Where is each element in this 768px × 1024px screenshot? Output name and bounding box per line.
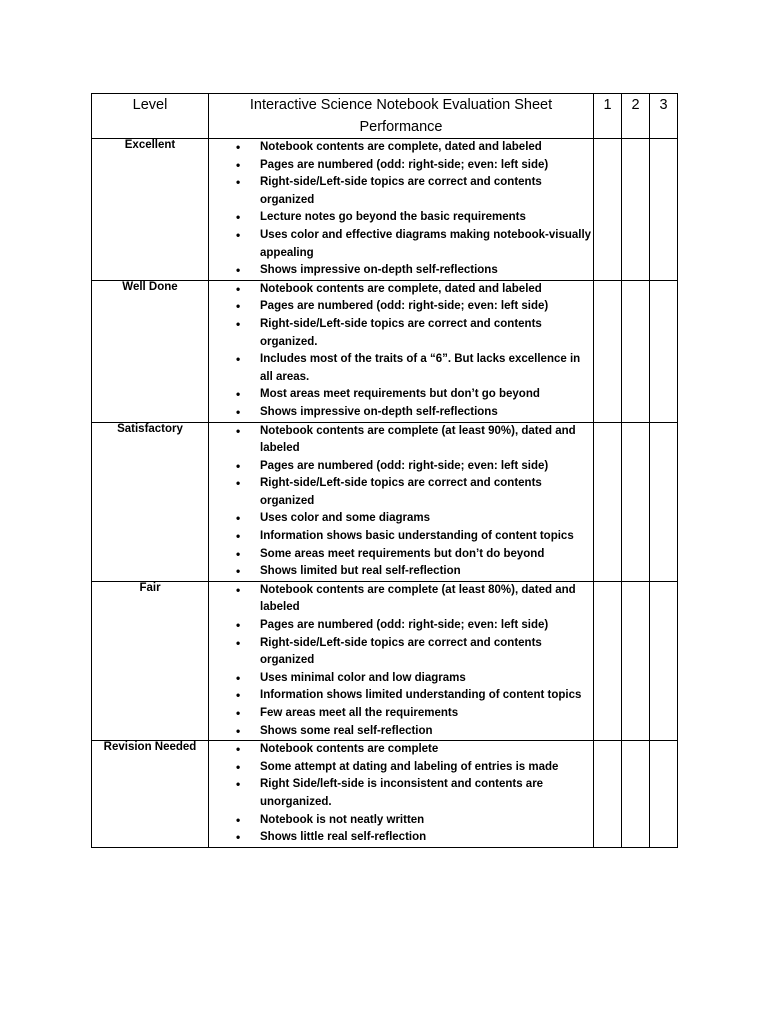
score-2-cell[interactable] bbox=[622, 741, 650, 848]
criterion-item: • Most areas meet requirements but don’t go beyond bbox=[209, 386, 593, 404]
criterion-item: • Uses color and effective diagrams making notebook-visually appealing bbox=[209, 227, 593, 262]
criterion-item: • Shows little real self-reflection bbox=[209, 829, 593, 847]
score-3-cell[interactable] bbox=[650, 422, 678, 581]
criterion-item: • Uses color and some diagrams bbox=[209, 510, 593, 528]
score-2-cell[interactable] bbox=[622, 422, 650, 581]
criterion-item: • Shows impressive on-depth self-reflections bbox=[209, 404, 593, 422]
rubric-row-revision-needed bbox=[92, 741, 678, 848]
criterion-item: • Shows limited but real self-reflection bbox=[209, 563, 593, 581]
level-label: Well Done bbox=[92, 280, 209, 422]
criterion-item: • Information shows basic understanding of content topics bbox=[209, 528, 593, 546]
criterion-item: • Notebook contents are complete, dated and labeled bbox=[209, 139, 593, 157]
level-label: Satisfactory bbox=[92, 422, 209, 581]
rubric-row-well-done bbox=[92, 280, 678, 422]
criterion-item: • Right Side/left-side is inconsistent and contents are unorganized. bbox=[209, 776, 593, 811]
level-label: Fair bbox=[92, 581, 209, 740]
criterion-item: • Some areas meet requirements but don’t do beyond bbox=[209, 546, 593, 564]
criterion-item: • Few areas meet all the requirements bbox=[209, 705, 593, 723]
criterion-item: • Pages are numbered (odd: right-side; even: left side) bbox=[209, 617, 593, 635]
criterion-item: • Uses minimal color and low diagrams bbox=[209, 670, 593, 688]
criteria-cell bbox=[209, 280, 594, 422]
score-3-header: 3 bbox=[650, 94, 678, 139]
score-1-cell[interactable] bbox=[594, 422, 622, 581]
criterion-item: • Notebook contents are complete bbox=[209, 741, 593, 759]
score-1-cell[interactable] bbox=[594, 581, 622, 740]
score-2-cell[interactable] bbox=[622, 280, 650, 422]
criteria-cell bbox=[209, 422, 594, 581]
criterion-item: • Includes most of the traits of a “6”. But lacks excellence in all areas. bbox=[209, 351, 593, 386]
score-2-header: 2 bbox=[622, 94, 650, 139]
score-3-cell[interactable] bbox=[650, 741, 678, 848]
criterion-item: • Notebook contents are complete, dated and labeled bbox=[209, 281, 593, 299]
criterion-item: • Right-side/Left-side topics are correct and contents organized. bbox=[209, 316, 593, 351]
rubric-row-fair bbox=[92, 581, 678, 740]
criterion-item: • Right-side/Left-side topics are correct and contents organized bbox=[209, 174, 593, 209]
level-header: Level bbox=[92, 94, 209, 139]
header-row bbox=[92, 94, 678, 139]
criterion-item: • Pages are numbered (odd: right-side; even: left side) bbox=[209, 157, 593, 175]
criterion-item: • Information shows limited understanding of content topics bbox=[209, 687, 593, 705]
criterion-item: • Notebook contents are complete (at least 90%), dated and labeled bbox=[209, 423, 593, 458]
criterion-item: • Right-side/Left-side topics are correct and contents organized bbox=[209, 475, 593, 510]
criteria-cell bbox=[209, 139, 594, 281]
score-1-header: 1 bbox=[594, 94, 622, 139]
performance-header: Interactive Science Notebook Evaluation Sheet Performance bbox=[209, 94, 594, 139]
score-3-cell[interactable] bbox=[650, 581, 678, 740]
score-2-cell[interactable] bbox=[622, 139, 650, 281]
score-2-cell[interactable] bbox=[622, 581, 650, 740]
score-3-cell[interactable] bbox=[650, 280, 678, 422]
rubric-row-satisfactory bbox=[92, 422, 678, 581]
criterion-item: • Some attempt at dating and labeling of entries is made bbox=[209, 759, 593, 777]
criterion-item: • Notebook is not neatly written bbox=[209, 812, 593, 830]
score-1-cell[interactable] bbox=[594, 139, 622, 281]
criterion-item: • Shows impressive on-depth self-reflections bbox=[209, 262, 593, 280]
criterion-item: • Right-side/Left-side topics are correct and contents organized bbox=[209, 635, 593, 670]
criterion-item: • Pages are numbered (odd: right-side; even: left side) bbox=[209, 298, 593, 316]
score-1-cell[interactable] bbox=[594, 741, 622, 848]
criteria-cell bbox=[209, 741, 594, 848]
rubric-row-excellent bbox=[92, 139, 678, 281]
evaluation-table bbox=[91, 93, 678, 848]
criterion-item: • Notebook contents are complete (at least 80%), dated and labeled bbox=[209, 582, 593, 617]
criterion-item: • Pages are numbered (odd: right-side; even: left side) bbox=[209, 458, 593, 476]
criterion-item: • Shows some real self-reflection bbox=[209, 723, 593, 741]
level-label: Excellent bbox=[92, 139, 209, 281]
criteria-cell bbox=[209, 581, 594, 740]
score-3-cell[interactable] bbox=[650, 139, 678, 281]
criterion-item: • Lecture notes go beyond the basic requirements bbox=[209, 209, 593, 227]
level-label: Revision Needed bbox=[92, 741, 209, 848]
score-1-cell[interactable] bbox=[594, 280, 622, 422]
